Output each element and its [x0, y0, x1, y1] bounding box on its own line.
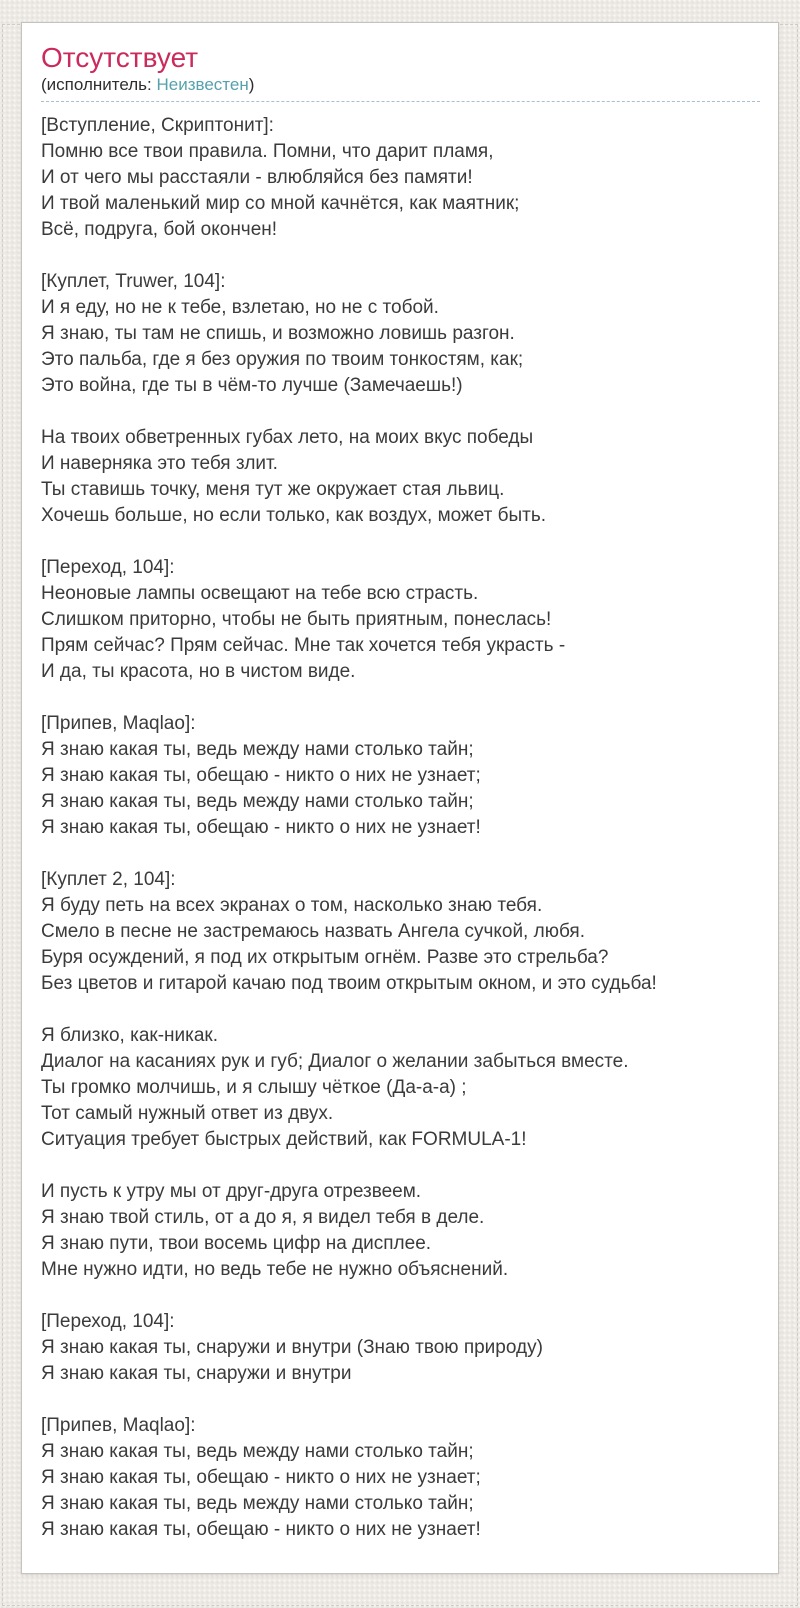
lyric-line: Это пальба, где я без оружия по твоим тонкостям, как; [41, 349, 524, 370]
lyric-line: Хочешь больше, но если только, как воздух, может быть. [41, 505, 547, 526]
lyric-line: И да, ты красота, но в чистом виде. [41, 661, 356, 682]
lyric-line: Я знаю, ты там не спишь, и возможно ловишь разгон. [41, 323, 515, 344]
stanza [41, 555, 760, 685]
lyric-line: [Вступление, Скриптонит]: [41, 115, 274, 136]
stanza [41, 269, 760, 399]
lyric-line: Это война, где ты в чём-то лучше (Замечаешь!) [41, 375, 463, 396]
lyric-line: [Переход, 104]: [41, 557, 175, 578]
lyrics [41, 113, 760, 1543]
lyric-line: Диалог на касаниях рук и губ; Диалог о желании забыться вместе. [41, 1051, 629, 1072]
artist-link[interactable]: Неизвестен [156, 75, 249, 94]
lyric-line: Я знаю какая ты, обещаю - никто о них не узнает; [41, 1467, 481, 1488]
lyric-line: Я знаю какая ты, ведь между нами столько тайн; [41, 1441, 474, 1462]
song-title: Отсутствует [41, 42, 199, 73]
artist-suffix: ) [248, 75, 255, 94]
lyric-line: Я знаю какая ты, снаружи и внутри (Знаю твою природу) [41, 1337, 543, 1358]
lyric-line: Прям сейчас? Прям сейчас. Мне так хочется тебя украсть - [41, 635, 566, 656]
lyric-line: Всё, подруга, бой окончен! [41, 219, 278, 240]
lyric-line: И я еду, но не к тебе, взлетаю, но не с тобой. [41, 297, 439, 318]
lyrics-card [21, 22, 779, 1574]
stanza [41, 867, 760, 997]
lyric-line: Тот самый нужный ответ из двух. [41, 1103, 334, 1124]
lyric-line: Буря осуждений, я под их открытым огнём. Разве это стрельба? [41, 947, 609, 968]
lyric-line: Я знаю какая ты, ведь между нами столько тайн; [41, 739, 474, 760]
lyric-line: Я знаю какая ты, снаружи и внутри [41, 1363, 352, 1384]
lyric-line: На твоих обветренных губах лето, на моих вкус победы [41, 427, 534, 448]
stanza [41, 1309, 760, 1387]
lyric-line: И наверняка это тебя злит. [41, 453, 278, 474]
lyric-line: Я знаю какая ты, обещаю - никто о них не узнает; [41, 765, 481, 786]
lyric-line: Я близко, как-никак. [41, 1025, 219, 1046]
lyric-line: Мне нужно идти, но ведь тебе не нужно объяснений. [41, 1259, 509, 1280]
lyric-line: Я знаю какая ты, обещаю - никто о них не узнает! [41, 817, 481, 838]
lyric-line: Я знаю какая ты, ведь между нами столько тайн; [41, 1493, 474, 1514]
lyric-line: [Куплет, Truwer, 104]: [41, 271, 226, 292]
lyric-line: И твой маленький мир со мной качнётся, как маятник; [41, 193, 520, 214]
stanza [41, 113, 760, 243]
lyric-line: Я знаю твой стиль, от а до я, я видел тебя в деле. [41, 1207, 485, 1228]
stanza [41, 1023, 760, 1153]
lyric-line: Без цветов и гитарой качаю под твоим открытым окном, и это судьба! [41, 973, 657, 994]
lyric-line: Я буду петь на всех экранах о том, насколько знаю тебя. [41, 895, 543, 916]
lyric-line: Помню все твои правила. Помни, что дарит пламя, [41, 141, 494, 162]
lyric-line: Я знаю какая ты, обещаю - никто о них не узнает! [41, 1519, 481, 1540]
lyric-line: [Переход, 104]: [41, 1311, 175, 1332]
lyric-line: Ты ставишь точку, меня тут же окружает стая львиц. [41, 479, 505, 500]
artist-label: (исполнитель: [41, 75, 157, 94]
stanza [41, 425, 760, 529]
lyric-line: И от чего мы расстаяли - влюбляйся без памяти! [41, 167, 473, 188]
lyric-line: Я знаю пути, твои восемь цифр на дисплее. [41, 1233, 432, 1254]
artist-line [41, 75, 760, 95]
stanza [41, 1413, 760, 1543]
lyric-line: Ситуация требует быстрых действий, как FORMULA-1! [41, 1129, 527, 1150]
lyric-line: Я знаю какая ты, ведь между нами столько тайн; [41, 791, 474, 812]
lyric-line: [Куплет 2, 104]: [41, 869, 176, 890]
lyric-line: [Припев, Maqlao]: [41, 713, 196, 734]
lyric-line: Неоновые лампы освещают на тебе всю страсть. [41, 583, 479, 604]
song-header [41, 43, 760, 102]
lyric-line: Смело в песне не застремаюсь назвать Ангела сучкой, любя. [41, 921, 585, 942]
lyric-line: [Припев, Maqlao]: [41, 1415, 196, 1436]
lyric-line: Слишком приторно, чтобы не быть приятным, понеслась! [41, 609, 552, 630]
stanza [41, 1179, 760, 1283]
lyric-line: Ты громко молчишь, и я слышу чёткое (Да-а-а) ; [41, 1077, 467, 1098]
stanza [41, 711, 760, 841]
lyric-line: И пусть к утру мы от друг-друга отрезвеем. [41, 1181, 422, 1202]
